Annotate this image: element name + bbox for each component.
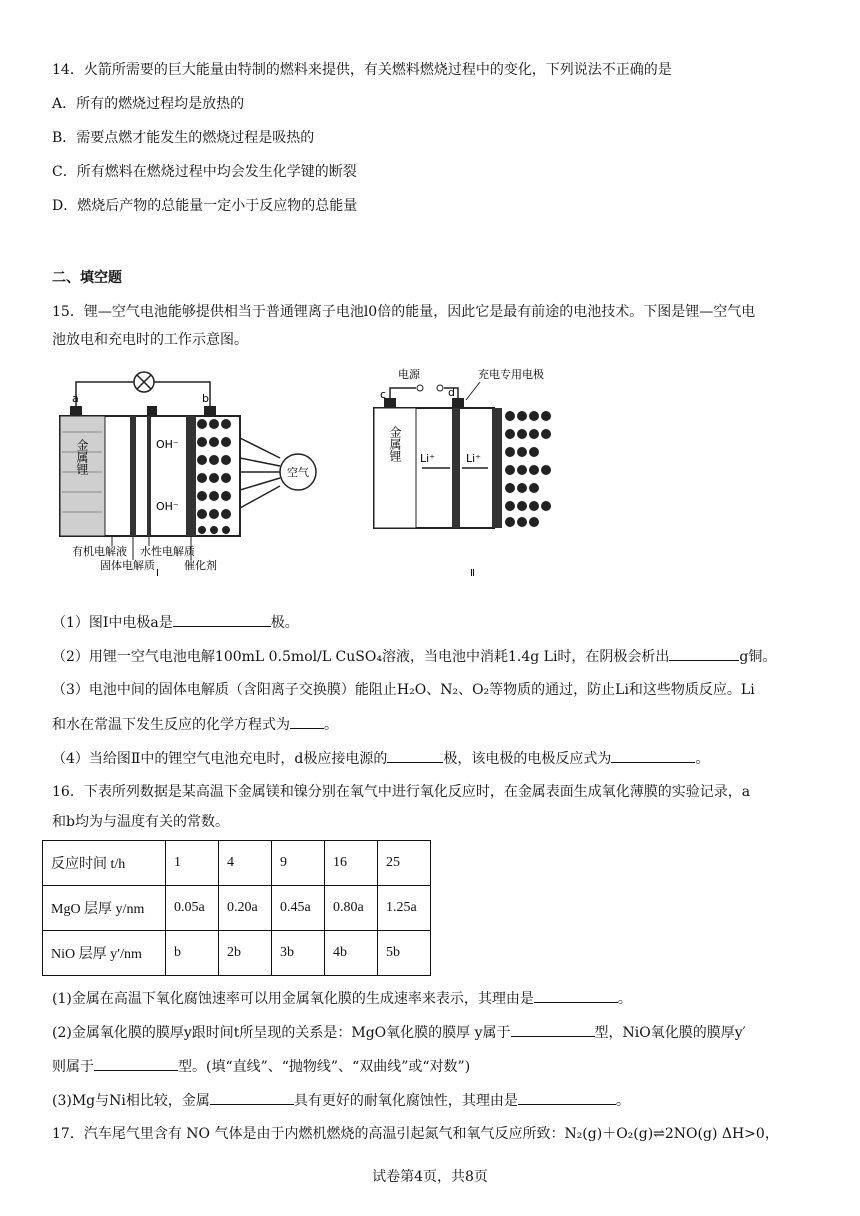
table-cell: 反应时间 t/h	[43, 841, 166, 886]
svg-text:Ⅱ: Ⅱ	[470, 568, 475, 577]
q15-sub3-line1: （3）电池中间的固体电解质（含阳离子交换膜）能阻止H₂O、N₂、O₂等物质的通过，防止Li和这些物质反应。Li	[52, 682, 755, 698]
page-footer: 试卷第4页，共8页	[372, 1169, 488, 1185]
svg-text:b: b	[202, 392, 209, 405]
svg-text:Li⁺: Li⁺	[420, 452, 435, 465]
answer-blank[interactable]	[173, 612, 271, 627]
answer-blank[interactable]	[518, 1090, 616, 1105]
q15-sub3-line2: 和水在常温下发生反应的化学方程式为 。	[52, 714, 338, 735]
q17-stem: 17．汽车尾气里含有 NO 气体是由于内燃机燃烧的高温引起氮气和氧气反应所致：N₂(g)＋O₂(g)⇌2NO(g) ΔH>0，	[52, 1126, 779, 1142]
table-cell: 9	[272, 841, 325, 886]
svg-text:空气: 空气	[287, 466, 309, 479]
q15-sub2: （2）用锂一空气电池电解100mL 0.5mol/L CuSO₄溶液，当电池中消耗1.4g Li时，在阴极会析出 g铜。	[52, 646, 776, 667]
table-cell: 16	[325, 841, 378, 886]
table-row	[43, 841, 431, 886]
table-cell: 0.45a	[272, 886, 325, 931]
q15-stem-line2: 池放电和充电时的工作示意图。	[52, 332, 248, 348]
table-cell: 0.05a	[166, 886, 219, 931]
svg-text:催化剂: 催化剂	[184, 559, 217, 572]
table-cell: 0.80a	[325, 886, 378, 931]
table-cell: 3b	[272, 931, 325, 976]
q14-option-a: A．所有的燃烧过程均是放热的	[52, 96, 245, 112]
q16-stem-line2: 和b均为与温度有关的常数。	[52, 814, 229, 830]
table-cell: 4	[219, 841, 272, 886]
svg-text:固体电解质: 固体电解质	[100, 559, 155, 572]
table-cell: 4b	[325, 931, 378, 976]
table-cell: NiO 层厚 y′/nm	[43, 931, 166, 976]
q14-option-c: C．所有燃料在燃烧过程中均会发生化学键的断裂	[52, 164, 357, 180]
answer-blank[interactable]	[387, 748, 443, 763]
answer-blank[interactable]	[669, 646, 739, 661]
q14-option-b: B．需要点燃才能发生的燃烧过程是吸热的	[52, 130, 315, 146]
table-row	[43, 886, 431, 931]
svg-text:金属锂: 金属锂	[388, 426, 402, 462]
q14-stem: 14．火箭所需要的巨大能量由特制的燃料来提供，有关燃料燃烧过程中的变化，下列说法不正确的是	[52, 62, 672, 78]
svg-text:OH⁻: OH⁻	[156, 438, 179, 451]
answer-blank[interactable]	[94, 1056, 178, 1071]
svg-text:水性电解质: 水性电解质	[140, 545, 195, 558]
svg-text:Li⁺: Li⁺	[466, 452, 481, 465]
table-cell: 2b	[219, 931, 272, 976]
q16-sub3: (3)Mg与Ni相比较，金属 具有更好的耐氧化腐蚀性，其理由是 。	[52, 1090, 630, 1111]
svg-text:c: c	[380, 388, 387, 401]
svg-text:I: I	[156, 568, 159, 577]
svg-text:充电专用电极: 充电专用电极	[478, 368, 544, 381]
q16-sub2-line2: 则属于 型。(填“直线”、“抛物线”、“双曲线”或“对数”)	[52, 1056, 470, 1077]
q16-sub2-line1: (2)金属氧化膜的膜厚y跟时间t所呈现的关系是：MgO氧化膜的膜厚 y属于 型，NiO氧化膜的膜厚y′	[52, 1022, 746, 1043]
svg-text:d: d	[448, 386, 455, 399]
section-title: 二、填空题	[52, 270, 122, 286]
battery-diagram-discharge	[52, 362, 332, 581]
q14-option-d: D．燃烧后产物的总能量一定小于反应物的总能量	[52, 198, 358, 214]
q15-sub1: （1）图I中电极a是 极。	[52, 612, 299, 633]
answer-blank[interactable]	[290, 714, 324, 729]
q16-stem-line1: 16．下表所列数据是某高温下金属镁和镍分别在氧气中进行氧化反应时，在金属表面生成氧化薄膜的实验记录，a	[52, 784, 751, 800]
answer-blank[interactable]	[210, 1090, 294, 1105]
oxide-thickness-table	[42, 840, 431, 976]
svg-text:有机电解液: 有机电解液	[72, 545, 127, 558]
table-cell: 25	[378, 841, 431, 886]
q15-sub4: （4）当给图Ⅱ中的锂空气电池充电时，d极应接电源的 极，该电极的电极反应式为 。	[52, 748, 709, 769]
answer-blank[interactable]	[611, 748, 695, 763]
table-row	[43, 931, 431, 976]
answer-blank[interactable]	[511, 1022, 595, 1037]
table-cell: 1	[166, 841, 219, 886]
q16-sub1: (1)金属在高温下氧化腐蚀速率可以用金属氧化膜的生成速率来表示，其理由是 。	[52, 988, 632, 1009]
svg-text:电源: 电源	[398, 368, 420, 381]
table-cell: MgO 层厚 y/nm	[43, 886, 166, 931]
table-cell: 5b	[378, 931, 431, 976]
table-cell: 1.25a	[378, 886, 431, 931]
svg-text:金属锂: 金属锂	[75, 439, 89, 475]
svg-text:OH⁻: OH⁻	[156, 500, 179, 513]
q15-stem-line1: 15．锂—空气电池能够提供相当于普通锂离子电池l0倍的能量，因此它是最有前途的电池技术。下图是锂—空气电	[52, 304, 756, 320]
svg-text:a: a	[72, 392, 79, 405]
answer-blank[interactable]	[534, 988, 618, 1003]
battery-diagram-charge	[370, 362, 600, 581]
table-cell: b	[166, 931, 219, 976]
table-cell: 0.20a	[219, 886, 272, 931]
